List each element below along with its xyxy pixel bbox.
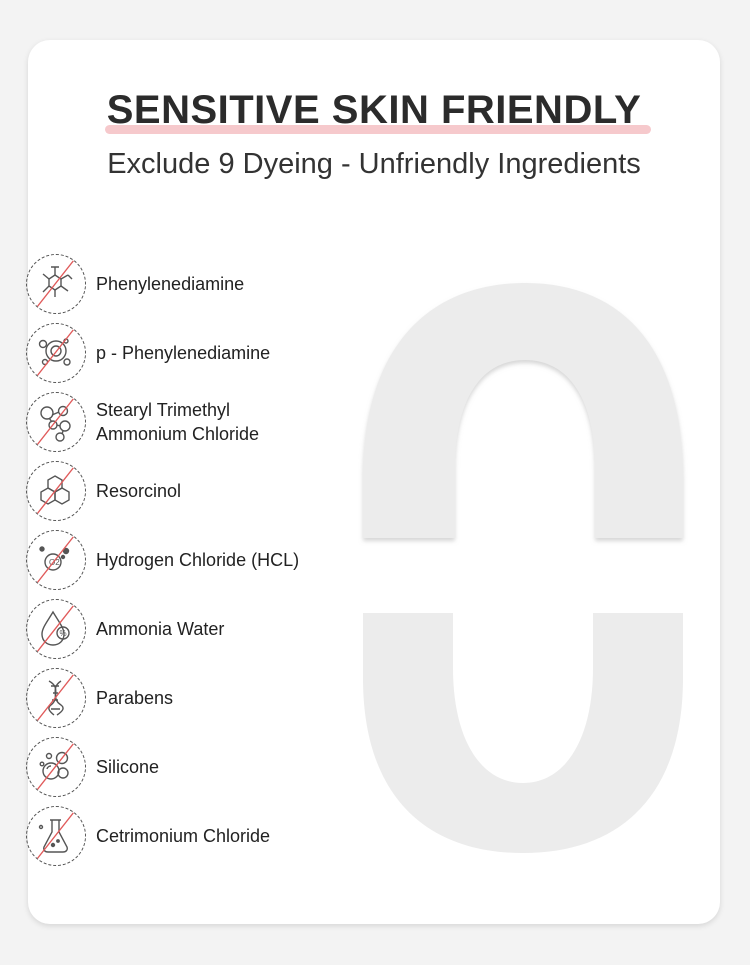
ingredient-label: Ammonia Water [96, 619, 225, 639]
hexagon-rings-icon [26, 461, 86, 521]
list-item [26, 322, 356, 384]
list-item [26, 460, 356, 522]
page-subtitle: Exclude 9 Dyeing - Unfriendly Ingredients [107, 148, 641, 180]
bubbles-icon [26, 737, 86, 797]
ingredient-label: Stearyl Trimethyl Ammonium Chloride [96, 400, 260, 444]
list-item [26, 391, 356, 453]
page-title: SENSITIVE SKIN FRIENDLY [103, 88, 646, 132]
ingredient-label: p - Phenylenediamine [96, 343, 271, 363]
o2-gas-icon [26, 530, 86, 590]
list-item [26, 598, 356, 660]
svg-text:%: % [59, 629, 67, 638]
list-item [26, 805, 356, 867]
ingredient-label: Cetrimonium Chloride [96, 826, 271, 846]
list-item [26, 736, 356, 798]
ingredient-label: Phenylenediamine [96, 274, 245, 294]
molecule-structure-icon [26, 254, 86, 314]
list-item [26, 529, 356, 591]
list-item [26, 253, 356, 315]
ingredient-label: Silicone [96, 757, 160, 777]
dna-icon [26, 668, 86, 728]
list-item [26, 667, 356, 729]
flask-icon [26, 806, 86, 866]
ingredient-label: Resorcinol [96, 481, 182, 501]
molecule-bubbles-icon [26, 323, 86, 383]
molecule-chain-icon [26, 392, 86, 452]
ingredient-label: Hydrogen Chloride (HCL) [96, 550, 300, 570]
ingredient-label: Parabens [96, 688, 174, 708]
svg-text:O2: O2 [49, 558, 60, 567]
decorative-letter-graphic [358, 278, 688, 858]
title-area [28, 88, 720, 132]
droplet-percent-icon [26, 599, 86, 659]
